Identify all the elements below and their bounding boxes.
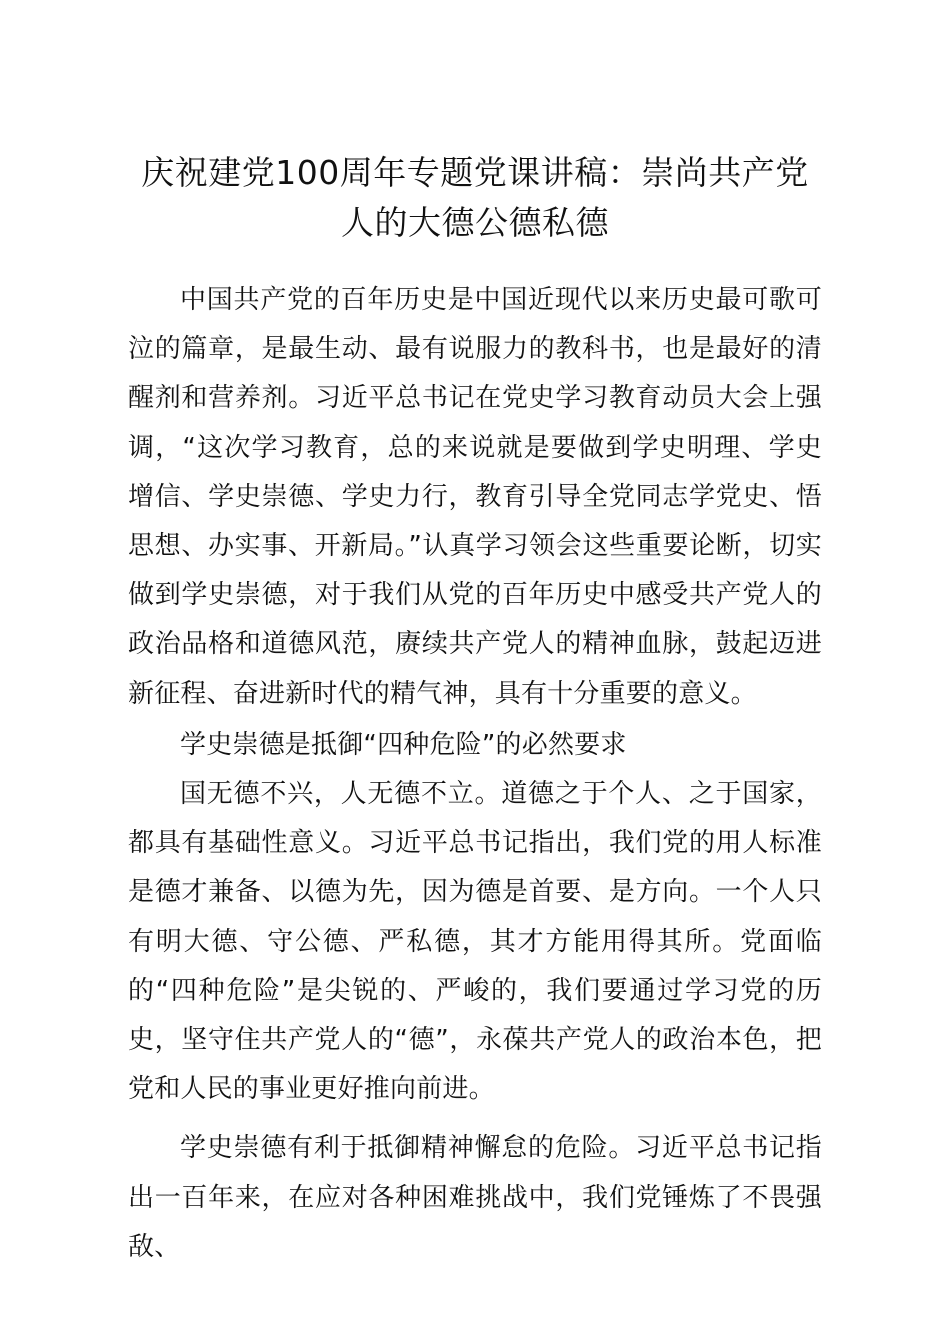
paragraph-spiritual-slackness: 学史崇德有利于抵御精神懈怠的危险。习近平总书记指出一百年来，在应对各种困难挑战中，我们党锤炼了不畏强敌、 bbox=[128, 1133, 822, 1262]
document-body bbox=[128, 276, 822, 1272]
document-title: 庆祝建党100周年专题党课讲稿：崇尚共产党人的大德公德私德 bbox=[141, 153, 809, 242]
paragraph-intro: 中国共产党的百年历史是中国近现代以来历史最可歌可泣的篇章，是最生动、最有说服力的教科书，也是最好的清醒剂和营养剂。习近平总书记在党史学习教育动员大会上强调，“这次学习教育，总的来说就是要做到学史明理、学史增信、学史崇德、学史力行，教育引导全党同志学党史、悟思想、办实事、开新局。”认真学习领会这些重要论断，切实做到学史崇德，对于我们从党的百年历史中感受共产党人的政治品格和道德风范，赓续共产党人的精神血脉，鼓起迈进新征程、奋进新时代的精气神，具有十分重要的意义。 bbox=[128, 285, 822, 709]
paragraph-morality: 国无德不兴，人无德不立。道德之于个人、之于国家，都具有基础性意义。习近平总书记指出，我们党的用人标准是德才兼备、以德为先，因为德是首要、是方向。一个人只有明大德、守公德、严私德，其才方能用得其所。党面临的“四种危险”是尖锐的、严峻的，我们要通过学习党的历史，坚守住共产党人的“德”，永葆共产党人的政治本色，把党和人民的事业更好推向前进。 bbox=[128, 779, 822, 1105]
section-heading: 学史崇德是抵御“四种危险”的必然要求 bbox=[180, 729, 627, 760]
